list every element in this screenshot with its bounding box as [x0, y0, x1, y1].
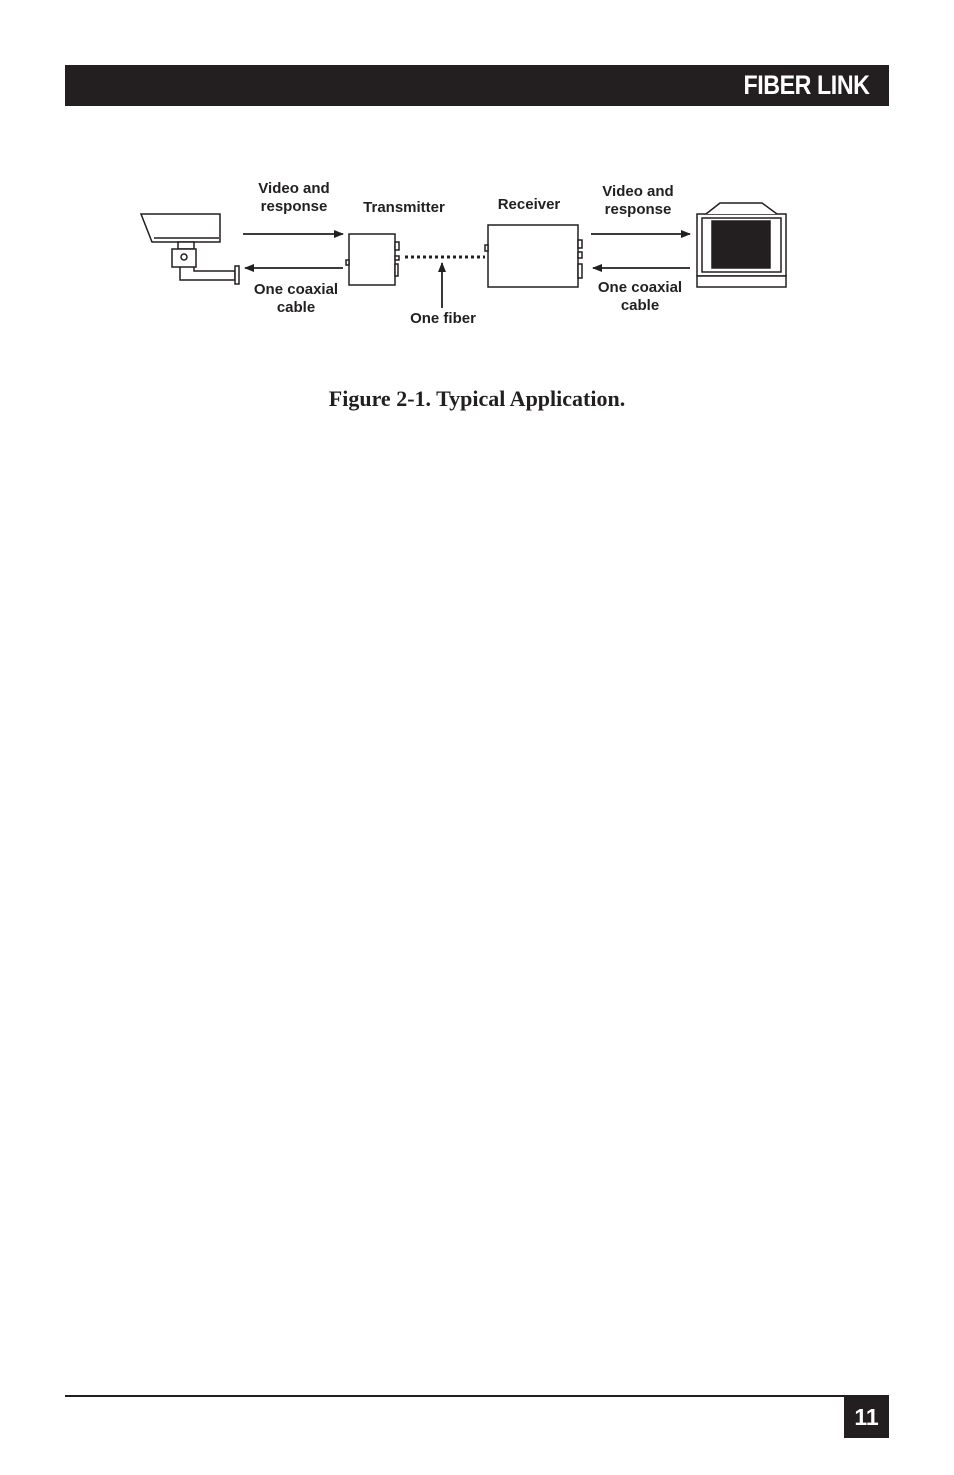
label-video-response-left-2: response [260, 198, 328, 215]
label-coax-right-1: One coaxial [597, 279, 683, 296]
monitor-icon [697, 203, 786, 287]
label-coax-right-2: cable [620, 297, 660, 314]
camera-icon [141, 214, 239, 284]
label-coax-left-2: cable [276, 299, 316, 316]
label-coax-left-1: One coaxial [253, 281, 339, 298]
label-transmitter: Transmitter [363, 199, 445, 216]
figure-caption: Figure 2-1. Typical Application. [328, 386, 626, 411]
page-number: 11 [854, 1404, 879, 1430]
label-receiver: Receiver [497, 196, 561, 213]
receiver-device-icon [485, 225, 582, 287]
label-video-response-left-1: Video and [258, 180, 330, 197]
page-number-box [844, 1397, 889, 1438]
header-title: FIBER LINK [743, 70, 869, 100]
label-fiber: One fiber [410, 310, 476, 327]
application-diagram [0, 0, 954, 380]
label-video-response-right-1: Video and [602, 183, 674, 200]
label-video-response-right-2: response [604, 201, 672, 218]
footer-rule [65, 1395, 889, 1397]
transmitter-device-icon [346, 234, 399, 285]
